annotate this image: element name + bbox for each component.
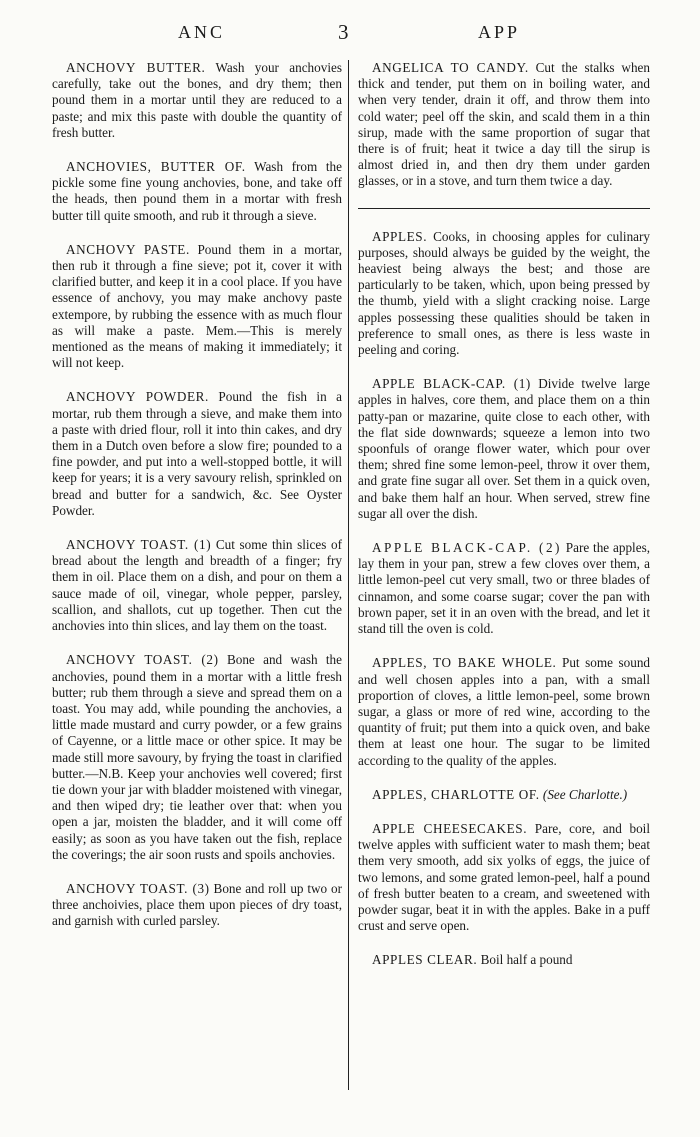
entry-text: (See Charlotte.)	[542, 786, 628, 802]
recipe-entry	[358, 821, 650, 934]
recipe-entry	[358, 540, 650, 637]
recipe-entry	[52, 159, 342, 224]
entry-text: Pound the fish in a mortar, rub them through a sieve, and make them into a paste with dried flour, roll it into thin cakes, and dry them in a Dutch oven before a slow fire; pounded to a fine powder, and put into a well-stopped bottle, it will keep for years; it is a very savoury relish, sprinkled on bread and butter for a sandwich, &c. See Oyster Powder.	[52, 389, 342, 518]
left-column	[52, 60, 342, 948]
running-head-left: ANC	[178, 22, 226, 42]
entry-text: Wash from the pickle some fine young anchovies, bone, and take off the heads, then pound them in a mortar with fresh butter till quite smooth, and rub it through a sieve.	[52, 159, 342, 223]
entry-text: Divide twelve large apples in halves, core them, and place them on a thin patty-pan or mazarine, quite close to each other, with the flat side downwards; squeeze a lemon into two spoonfuls of orange flower water, which pour over them; shred fine some lemon-peel, throw it over them, and grate fine sugar all over. Set them in a quick oven, and bake them half an hour. When served, strew fine sugar all over the dish.	[358, 376, 650, 521]
text-columns	[0, 60, 700, 1100]
recipe-entry	[52, 242, 342, 372]
entry-heading: ANCHOVY BUTTER.	[66, 60, 206, 75]
entry-text: Bone and roll up two or three anchoivies, place them upon pieces of dry toast, and garnish with curled parsley.	[52, 880, 342, 929]
recipe-entry	[52, 537, 342, 634]
recipe-entry	[358, 655, 650, 768]
recipe-entry	[52, 652, 342, 863]
entry-heading: ANGELICA TO CANDY.	[372, 60, 529, 75]
entry-text: Cooks, in choosing apples for culinary purposes, should always be guided by the weight, the heaviest being always the best; and those are particularly to be taken, which, upon being pressed by the thumb, yield with a slight cracking noise. Large apples possessing these qualities should be taken in preference to small ones, as there is less waste in peeling and coring.	[358, 228, 651, 358]
entry-heading: APPLE BLACK-CAP. (2)	[372, 540, 562, 556]
entry-heading: APPLES.	[372, 228, 428, 244]
running-head-right: APP	[478, 22, 521, 42]
entry-text: Wash your anchovies carefully, take out the bones, and dry them; then pound them in a mortar until they are reduced to a paste; and mix this paste with double the quantity of fresh butter.	[52, 60, 342, 140]
entry-text: Cut some thin slices of bread about the length and breadth of a finger; fry them in oil. Place them on a dish, and pour on them a sauce made of oil, vinegar, whole pepper, parsley, scallion, and shallots, cut up together. Then cut the anchovies into thin slices, and lay them on the toast.	[52, 537, 342, 634]
entry-text: Pare, core, and boil twelve apples with sufficient water to mash them; beat them very smooth, add six yolks of eggs, the juice of two lemons, and some grated lemon-peel, half a pound of fresh butter beaten to a cream, and sweetened with powder sugar, beat it in with the apples. Bake in a puff crust and serve open.	[358, 820, 650, 934]
recipe-entry	[52, 881, 342, 930]
page-number: 3	[338, 20, 352, 44]
entry-heading: ANCHOVY TOAST. (1)	[66, 537, 212, 553]
recipe-entry	[358, 787, 650, 803]
entry-heading: ANCHOVIES, BUTTER OF.	[66, 159, 246, 175]
entry-text: Cut the stalks when thick and tender, put them on in boiling water, and when very tender, drain it off, and throw them into cold water; peel off the skin, and scald them in a thin sirup, made with the same proportion of sugar that there is of fruit; heat it twice a day till the sirup is almost dried in, and then dry them under garden glasses, or in a stove, and turn them twice a day.	[358, 60, 650, 189]
entry-heading: APPLES, TO BAKE WHOLE.	[372, 655, 557, 671]
entry-heading: APPLE BLACK-CAP. (1)	[372, 376, 531, 392]
entry-text: Pare the apples, lay them in your pan, strew a few cloves over them, a little lemon-peel cut very small, two or three blades of cinnamon, and some coarse sugar; cover the pan with brown paper, set it in an oven with the bread, and let it stand till the oven is cold.	[358, 540, 650, 637]
right-column	[358, 60, 650, 987]
recipe-entry	[358, 208, 650, 359]
entry-heading: APPLES CLEAR.	[372, 952, 478, 968]
entry-text: Put some sound and well chosen apples into a pan, with a small proportion of cloves, a little lemon-peel, some brown sugar, a glass or more of red wine, according to the quantity of fruit; put them into a quick oven, and bake them at least one hour. The sugar to be limited according to the quality of the apples.	[358, 655, 651, 768]
recipe-entry	[358, 60, 650, 190]
recipe-entry	[52, 60, 342, 141]
entry-heading: ANCHOVY TOAST. (2)	[66, 652, 219, 668]
running-head	[0, 22, 700, 52]
entry-heading: ANCHOVY POWDER.	[66, 389, 209, 405]
recipe-entry	[358, 376, 650, 522]
entry-text: Boil half a pound	[480, 952, 573, 968]
entry-heading: APPLE CHEESECAKES.	[372, 820, 528, 836]
entry-heading: ANCHOVY TOAST. (3)	[66, 880, 210, 896]
recipe-entry	[358, 952, 650, 968]
entry-text: Bone and wash the anchovies, pound them in a mortar with a little fresh butter; rub them through a sieve and spread them on a toast. You may add, while pounding the anchovies, a little made mustard and curry powder, or a few grains of Cayenne, or a little mace or other spice. It may be made still more savoury, by frying the toast in clarified butter.—N.B. Keep your anchovies well covered; first tie down your jar with bladder moistened with vinegar, and then wiped dry; tie leather over that: when you open a jar, moisten the bladder, and it will come off easily; as soon as you have taken out the fish, replace the coverings; the air soon rusts and spoils anchovies.	[52, 652, 342, 862]
recipe-entry	[52, 389, 342, 519]
entry-heading: APPLES, CHARLOTTE OF.	[372, 786, 540, 802]
entry-text: Pound them in a mortar, then rub it through a fine sieve; pot it, cover it with clarified butter, and keep it in a cool place. If you have essence of anchovy, you may make anchovy paste extempore, by rubbing the essence with as much flour as will make a paste. Mem.—This is merely mentioned as the means of making it immediately; it will not keep.	[52, 241, 342, 371]
entry-heading: ANCHOVY PASTE.	[66, 241, 190, 257]
